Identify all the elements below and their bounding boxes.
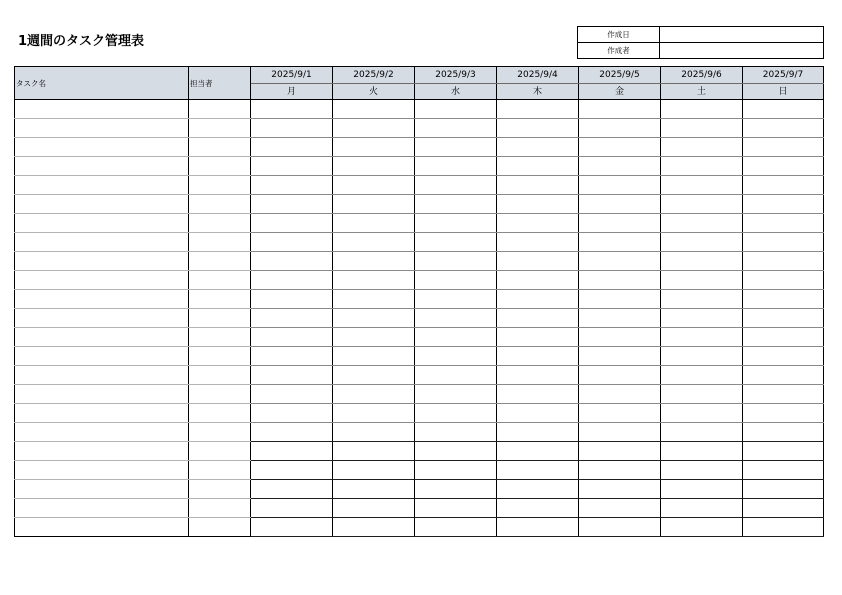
day-cell-fri[interactable]	[579, 442, 661, 461]
day-cell-sat[interactable]	[661, 290, 743, 309]
day-cell-tue[interactable]	[333, 157, 415, 176]
day-cell-fri[interactable]	[579, 157, 661, 176]
day-cell-mon[interactable]	[251, 119, 333, 138]
date-header-fri: 2025/9/5	[579, 67, 661, 84]
day-cell-wed[interactable]	[415, 366, 497, 385]
task-table-body	[15, 100, 824, 537]
day-cell-tue[interactable]	[333, 214, 415, 233]
task-row	[15, 518, 824, 537]
day-cell-wed[interactable]	[415, 518, 497, 537]
day-cell-sat[interactable]	[661, 328, 743, 347]
day-cell-sat[interactable]	[661, 518, 743, 537]
day-cell-sat[interactable]	[661, 480, 743, 499]
day-cell-mon[interactable]	[251, 309, 333, 328]
day-cell-wed[interactable]	[415, 328, 497, 347]
day-cell-fri[interactable]	[579, 366, 661, 385]
day-cell-sat[interactable]	[661, 423, 743, 442]
day-cell-fri[interactable]	[579, 271, 661, 290]
task-row	[15, 480, 824, 499]
day-cell-wed[interactable]	[415, 138, 497, 157]
day-cell-sun[interactable]	[743, 100, 824, 119]
day-cell-sat[interactable]	[661, 347, 743, 366]
day-cell-sat[interactable]	[661, 100, 743, 119]
day-cell-wed[interactable]	[415, 499, 497, 518]
day-cell-tue[interactable]	[333, 119, 415, 138]
task-row	[15, 366, 824, 385]
day-cell-thu[interactable]	[497, 214, 579, 233]
day-cell-fri[interactable]	[579, 176, 661, 195]
day-cell-fri[interactable]	[579, 138, 661, 157]
assignee-cell[interactable]	[189, 385, 251, 404]
day-cell-tue[interactable]	[333, 385, 415, 404]
task-row	[15, 442, 824, 461]
day-cell-sun[interactable]	[743, 423, 824, 442]
task-row	[15, 309, 824, 328]
day-cell-thu[interactable]	[497, 252, 579, 271]
day-cell-thu[interactable]	[497, 461, 579, 480]
day-cell-tue[interactable]	[333, 347, 415, 366]
day-cell-thu[interactable]	[497, 366, 579, 385]
task-name-cell[interactable]	[15, 385, 189, 404]
day-cell-wed[interactable]	[415, 233, 497, 252]
date-header-thu: 2025/9/4	[497, 67, 579, 84]
day-cell-mon[interactable]	[251, 214, 333, 233]
task-name-cell[interactable]	[15, 328, 189, 347]
created-date-row	[578, 27, 824, 43]
day-cell-sun[interactable]	[743, 404, 824, 423]
day-cell-thu[interactable]	[497, 518, 579, 537]
day-cell-mon[interactable]	[251, 347, 333, 366]
task-name-cell[interactable]	[15, 290, 189, 309]
day-cell-thu[interactable]	[497, 385, 579, 404]
day-cell-sat[interactable]	[661, 366, 743, 385]
assignee-cell[interactable]	[189, 290, 251, 309]
day-cell-sun[interactable]	[743, 157, 824, 176]
task-name-cell[interactable]	[15, 347, 189, 366]
assignee-cell[interactable]	[189, 328, 251, 347]
task-table	[14, 66, 824, 537]
day-cell-tue[interactable]	[333, 461, 415, 480]
day-cell-tue[interactable]	[333, 499, 415, 518]
day-cell-fri[interactable]	[579, 290, 661, 309]
task-name-cell[interactable]	[15, 100, 189, 119]
task-name-cell[interactable]	[15, 518, 189, 537]
assignee-cell[interactable]	[189, 442, 251, 461]
day-cell-sat[interactable]	[661, 271, 743, 290]
day-cell-tue[interactable]	[333, 233, 415, 252]
task-name-cell[interactable]	[15, 499, 189, 518]
weekday-header-wed: 水	[415, 84, 497, 100]
day-cell-wed[interactable]	[415, 347, 497, 366]
weekday-header-tue: 火	[333, 84, 415, 100]
day-cell-sun[interactable]	[743, 461, 824, 480]
day-cell-sat[interactable]	[661, 176, 743, 195]
assignee-cell[interactable]	[189, 461, 251, 480]
task-row	[15, 100, 824, 119]
task-name-cell[interactable]	[15, 233, 189, 252]
day-cell-sun[interactable]	[743, 385, 824, 404]
day-cell-wed[interactable]	[415, 100, 497, 119]
task-name-cell[interactable]	[15, 309, 189, 328]
day-cell-thu[interactable]	[497, 157, 579, 176]
weekday-header-thu: 木	[497, 84, 579, 100]
date-header-sat: 2025/9/6	[661, 67, 743, 84]
day-cell-thu[interactable]	[497, 499, 579, 518]
date-header-mon: 2025/9/1	[251, 67, 333, 84]
day-cell-fri[interactable]	[579, 328, 661, 347]
day-cell-tue[interactable]	[333, 480, 415, 499]
day-cell-sun[interactable]	[743, 119, 824, 138]
day-cell-mon[interactable]	[251, 499, 333, 518]
day-cell-sun[interactable]	[743, 309, 824, 328]
day-cell-fri[interactable]	[579, 252, 661, 271]
assignee-cell[interactable]	[189, 499, 251, 518]
day-cell-sun[interactable]	[743, 328, 824, 347]
task-name-cell[interactable]	[15, 214, 189, 233]
assignee-cell[interactable]	[189, 518, 251, 537]
day-cell-thu[interactable]	[497, 138, 579, 157]
assignee-cell[interactable]	[189, 100, 251, 119]
day-cell-tue[interactable]	[333, 176, 415, 195]
day-cell-wed[interactable]	[415, 252, 497, 271]
day-cell-fri[interactable]	[579, 518, 661, 537]
day-cell-sat[interactable]	[661, 233, 743, 252]
day-cell-sat[interactable]	[661, 119, 743, 138]
day-cell-mon[interactable]	[251, 404, 333, 423]
day-cell-thu[interactable]	[497, 176, 579, 195]
task-row	[15, 119, 824, 138]
task-name-cell[interactable]	[15, 423, 189, 442]
assignee-cell[interactable]	[189, 157, 251, 176]
day-cell-fri[interactable]	[579, 480, 661, 499]
day-cell-thu[interactable]	[497, 328, 579, 347]
day-cell-mon[interactable]	[251, 442, 333, 461]
day-cell-fri[interactable]	[579, 499, 661, 518]
day-cell-wed[interactable]	[415, 271, 497, 290]
day-cell-tue[interactable]	[333, 366, 415, 385]
assignee-cell[interactable]	[189, 347, 251, 366]
day-cell-tue[interactable]	[333, 252, 415, 271]
weekday-header-sun: 日	[743, 84, 824, 100]
task-name-cell[interactable]	[15, 119, 189, 138]
task-name-cell[interactable]	[15, 442, 189, 461]
day-cell-mon[interactable]	[251, 100, 333, 119]
day-cell-wed[interactable]	[415, 404, 497, 423]
day-cell-sun[interactable]	[743, 271, 824, 290]
day-cell-sat[interactable]	[661, 252, 743, 271]
task-name-header: タスク名	[15, 67, 189, 100]
assignee-cell[interactable]	[189, 309, 251, 328]
day-cell-thu[interactable]	[497, 290, 579, 309]
assignee-header: 担当者	[189, 67, 251, 100]
day-cell-thu[interactable]	[497, 423, 579, 442]
task-row	[15, 461, 824, 480]
assignee-cell[interactable]	[189, 233, 251, 252]
task-name-cell[interactable]	[15, 271, 189, 290]
day-cell-mon[interactable]	[251, 271, 333, 290]
day-cell-tue[interactable]	[333, 328, 415, 347]
task-row	[15, 328, 824, 347]
day-cell-tue[interactable]	[333, 271, 415, 290]
task-name-cell[interactable]	[15, 195, 189, 214]
task-row	[15, 347, 824, 366]
task-row	[15, 157, 824, 176]
day-cell-thu[interactable]	[497, 100, 579, 119]
day-cell-thu[interactable]	[497, 309, 579, 328]
day-cell-mon[interactable]	[251, 233, 333, 252]
day-cell-mon[interactable]	[251, 366, 333, 385]
day-cell-fri[interactable]	[579, 233, 661, 252]
task-name-cell[interactable]	[15, 480, 189, 499]
task-row	[15, 423, 824, 442]
task-row	[15, 252, 824, 271]
day-cell-fri[interactable]	[579, 195, 661, 214]
day-cell-sat[interactable]	[661, 138, 743, 157]
day-cell-wed[interactable]	[415, 195, 497, 214]
day-cell-sun[interactable]	[743, 138, 824, 157]
day-cell-sat[interactable]	[661, 385, 743, 404]
day-cell-wed[interactable]	[415, 442, 497, 461]
day-cell-fri[interactable]	[579, 404, 661, 423]
day-cell-mon[interactable]	[251, 290, 333, 309]
day-cell-sun[interactable]	[743, 480, 824, 499]
assignee-cell[interactable]	[189, 195, 251, 214]
day-cell-sat[interactable]	[661, 214, 743, 233]
day-cell-thu[interactable]	[497, 195, 579, 214]
assignee-cell[interactable]	[189, 214, 251, 233]
day-cell-fri[interactable]	[579, 119, 661, 138]
day-cell-fri[interactable]	[579, 347, 661, 366]
assignee-cell[interactable]	[189, 423, 251, 442]
task-row	[15, 138, 824, 157]
task-name-cell[interactable]	[15, 366, 189, 385]
day-cell-mon[interactable]	[251, 461, 333, 480]
day-cell-wed[interactable]	[415, 290, 497, 309]
day-cell-mon[interactable]	[251, 423, 333, 442]
day-cell-fri[interactable]	[579, 385, 661, 404]
day-cell-sun[interactable]	[743, 290, 824, 309]
day-cell-tue[interactable]	[333, 309, 415, 328]
task-row	[15, 290, 824, 309]
assignee-cell[interactable]	[189, 404, 251, 423]
weekday-header-sat: 土	[661, 84, 743, 100]
day-cell-fri[interactable]	[579, 100, 661, 119]
day-cell-sun[interactable]	[743, 176, 824, 195]
assignee-cell[interactable]	[189, 252, 251, 271]
day-cell-tue[interactable]	[333, 423, 415, 442]
task-row	[15, 499, 824, 518]
day-cell-wed[interactable]	[415, 385, 497, 404]
day-cell-tue[interactable]	[333, 195, 415, 214]
day-cell-wed[interactable]	[415, 480, 497, 499]
task-name-cell[interactable]	[15, 157, 189, 176]
day-cell-thu[interactable]	[497, 442, 579, 461]
weekday-header-mon: 月	[251, 84, 333, 100]
day-cell-sat[interactable]	[661, 195, 743, 214]
day-cell-sat[interactable]	[661, 442, 743, 461]
day-cell-tue[interactable]	[333, 138, 415, 157]
day-cell-sat[interactable]	[661, 461, 743, 480]
day-cell-sun[interactable]	[743, 233, 824, 252]
task-name-cell[interactable]	[15, 138, 189, 157]
task-row	[15, 195, 824, 214]
day-cell-tue[interactable]	[333, 290, 415, 309]
day-cell-tue[interactable]	[333, 442, 415, 461]
created-date-value[interactable]	[660, 27, 824, 43]
day-cell-sun[interactable]	[743, 518, 824, 537]
date-header-wed: 2025/9/3	[415, 67, 497, 84]
task-row	[15, 176, 824, 195]
day-cell-fri[interactable]	[579, 309, 661, 328]
task-row	[15, 385, 824, 404]
task-name-cell[interactable]	[15, 252, 189, 271]
day-cell-sun[interactable]	[743, 347, 824, 366]
day-cell-fri[interactable]	[579, 214, 661, 233]
day-cell-thu[interactable]	[497, 404, 579, 423]
assignee-cell[interactable]	[189, 366, 251, 385]
assignee-cell[interactable]	[189, 138, 251, 157]
day-cell-sat[interactable]	[661, 157, 743, 176]
created-date-label: 作成日	[578, 27, 660, 43]
day-cell-wed[interactable]	[415, 157, 497, 176]
day-cell-sun[interactable]	[743, 252, 824, 271]
task-row	[15, 271, 824, 290]
day-cell-sun[interactable]	[743, 442, 824, 461]
day-cell-mon[interactable]	[251, 480, 333, 499]
assignee-cell[interactable]	[189, 271, 251, 290]
date-header-tue: 2025/9/2	[333, 67, 415, 84]
day-cell-sat[interactable]	[661, 499, 743, 518]
date-header-row	[15, 67, 824, 84]
day-cell-tue[interactable]	[333, 518, 415, 537]
day-cell-thu[interactable]	[497, 347, 579, 366]
author-label: 作成者	[578, 43, 660, 59]
day-cell-mon[interactable]	[251, 195, 333, 214]
day-cell-thu[interactable]	[497, 480, 579, 499]
assignee-cell[interactable]	[189, 176, 251, 195]
day-cell-wed[interactable]	[415, 309, 497, 328]
day-cell-sun[interactable]	[743, 499, 824, 518]
day-cell-wed[interactable]	[415, 423, 497, 442]
day-cell-sat[interactable]	[661, 404, 743, 423]
day-cell-tue[interactable]	[333, 100, 415, 119]
day-cell-mon[interactable]	[251, 176, 333, 195]
task-name-cell[interactable]	[15, 461, 189, 480]
day-cell-sun[interactable]	[743, 214, 824, 233]
task-row	[15, 214, 824, 233]
day-cell-mon[interactable]	[251, 157, 333, 176]
document-info-table	[577, 26, 824, 59]
day-cell-sun[interactable]	[743, 366, 824, 385]
day-cell-fri[interactable]	[579, 423, 661, 442]
day-cell-mon[interactable]	[251, 328, 333, 347]
author-value[interactable]	[660, 43, 824, 59]
day-cell-wed[interactable]	[415, 176, 497, 195]
day-cell-thu[interactable]	[497, 271, 579, 290]
task-name-cell[interactable]	[15, 176, 189, 195]
day-cell-wed[interactable]	[415, 461, 497, 480]
page-title: 1週間のタスク管理表	[18, 34, 145, 49]
day-cell-mon[interactable]	[251, 252, 333, 271]
task-name-cell[interactable]	[15, 404, 189, 423]
day-cell-wed[interactable]	[415, 119, 497, 138]
day-cell-sat[interactable]	[661, 309, 743, 328]
task-row	[15, 404, 824, 423]
day-cell-mon[interactable]	[251, 385, 333, 404]
day-cell-mon[interactable]	[251, 138, 333, 157]
day-cell-sun[interactable]	[743, 195, 824, 214]
day-cell-thu[interactable]	[497, 233, 579, 252]
assignee-cell[interactable]	[189, 119, 251, 138]
author-row	[578, 43, 824, 59]
day-cell-tue[interactable]	[333, 404, 415, 423]
day-cell-mon[interactable]	[251, 518, 333, 537]
date-header-sun: 2025/9/7	[743, 67, 824, 84]
day-cell-thu[interactable]	[497, 119, 579, 138]
assignee-cell[interactable]	[189, 480, 251, 499]
day-cell-fri[interactable]	[579, 461, 661, 480]
day-cell-wed[interactable]	[415, 214, 497, 233]
task-row	[15, 233, 824, 252]
weekday-header-fri: 金	[579, 84, 661, 100]
